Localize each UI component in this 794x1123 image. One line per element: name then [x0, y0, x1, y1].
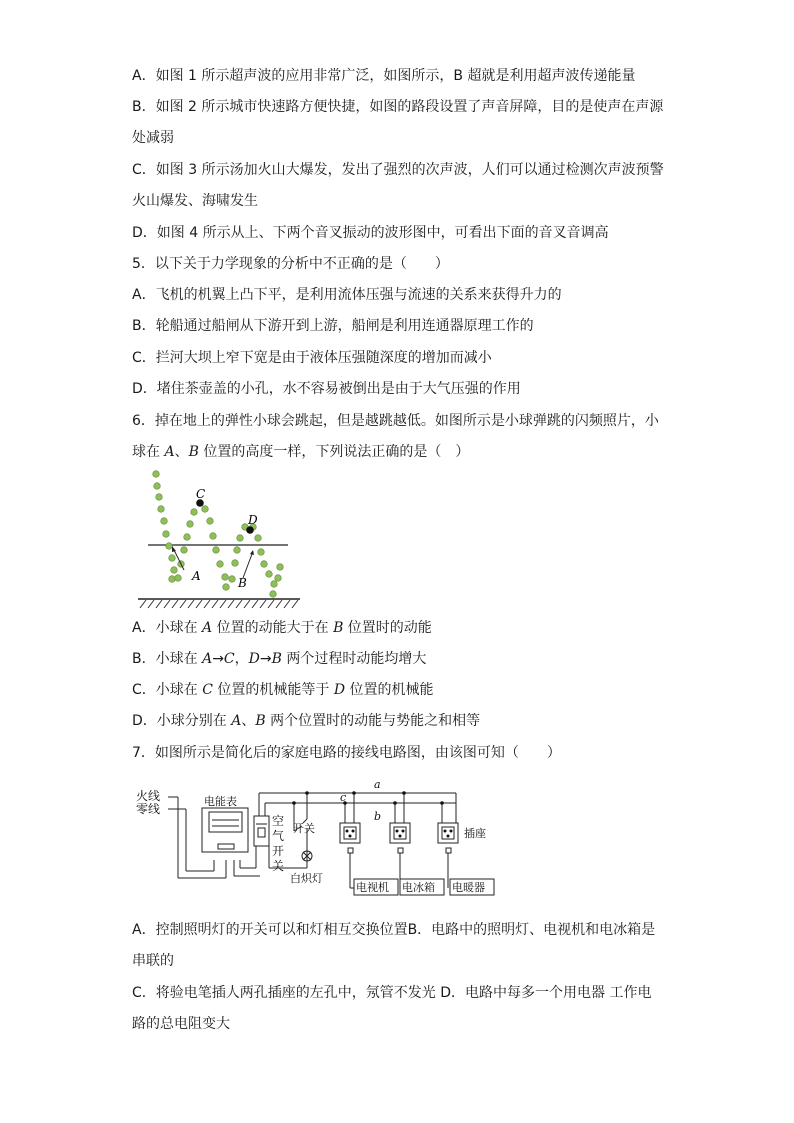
- neutral-wire-label: 零线: [136, 802, 161, 816]
- question-6-stem: 6．掉在地上的弹性小球会跳起，但是越跳越低。如图所示是小球弹跳的闪频照片，小: [132, 413, 659, 429]
- fridge-label: 电冰箱: [402, 881, 435, 894]
- socket-label: 插座: [464, 827, 486, 840]
- question-6-stem-cont: 球在 A、B 位置的高度一样，下列说法正确的是（ ）: [132, 444, 470, 460]
- option-7b-cont: 串联的: [132, 953, 174, 969]
- wire-label-c: c: [340, 791, 347, 804]
- option-6d: D．小球分别在 A、B 两个位置时的动能与势能之和相等: [132, 713, 481, 729]
- heater-label: 电暖器: [452, 881, 485, 894]
- option-4b: B．如图 2 所示城市快速路方便快捷，如图的路段设置了声音屏障，目的是使声在声源: [132, 99, 664, 115]
- breaker-label-3: 开: [272, 844, 285, 858]
- option-4c-cont: 火山爆发、海啸发生: [132, 193, 258, 209]
- label-b: B: [238, 576, 247, 590]
- household-circuit-figure: [134, 776, 504, 901]
- bouncing-ball-figure: [126, 466, 306, 611]
- label-c: C: [196, 487, 206, 501]
- breaker-label-2: 气: [272, 829, 285, 843]
- option-5b: B．轮船通过船闸从下游开到上游，船闸是利用连通器原理工作的: [132, 318, 534, 334]
- question-7-stem: 7．如图所示是简化后的家庭电路的接线电路图，由该图可知（ ）: [132, 745, 561, 761]
- label-a: A: [192, 569, 201, 583]
- switch-label: 开关: [293, 822, 315, 835]
- breaker-label-1: 空: [272, 814, 285, 828]
- option-5d: D．堵住茶壶盖的小孔，水不容易被倒出是由于大气压强的作用: [132, 381, 521, 397]
- option-5a: A．飞机的机翼上凸下平，是利用流体压强与流速的关系来获得升力的: [132, 287, 562, 303]
- wire-label-b: b: [374, 810, 382, 823]
- option-7ab: A．控制照明灯的开关可以和灯相互交换位置B．电路中的照明灯、电视机和电冰箱是: [132, 922, 656, 938]
- option-6b: B．小球在 A→C，D→B 两个过程时动能均增大: [132, 651, 427, 667]
- option-5c: C．拦河大坝上窄下宽是由于液体压强随深度的增加而减小: [132, 350, 492, 366]
- wire-label-a: a: [374, 778, 381, 791]
- option-4d: D．如图 4 所示从上、下两个音叉振动的波形图中，可看出下面的音叉音调高: [132, 225, 609, 241]
- option-7cd: C．将验电笔插人两孔插座的左孔中，氖管不发光 D．电路中每多一个用电器 工作电: [132, 985, 652, 1001]
- question-5-stem: 5．以下关于力学现象的分析中不正确的是（ ）: [132, 256, 449, 272]
- meter-label: 电能表: [204, 795, 237, 808]
- option-7d-cont: 路的总电阻变大: [132, 1016, 230, 1032]
- lamp-label: 白炽灯: [290, 872, 323, 885]
- tv-label: 电视机: [356, 881, 389, 894]
- label-d: D: [248, 513, 258, 527]
- breaker-label-4: 关: [272, 859, 285, 873]
- option-6a: A．小球在 A 位置的动能大于在 B 位置时的动能: [132, 620, 432, 636]
- option-4c: C．如图 3 所示汤加火山大爆发，发出了强烈的次声波，人们可以通过检测次声波预警: [132, 162, 664, 178]
- option-4b-cont: 处减弱: [132, 130, 174, 146]
- option-6c: C．小球在 C 位置的机械能等于 D 位置的机械能: [132, 682, 434, 698]
- live-wire-label: 火线: [136, 789, 161, 803]
- option-4a: A．如图 1 所示超声波的应用非常广泛，如图所示，B 超就是利用超声波传递能量: [132, 68, 636, 84]
